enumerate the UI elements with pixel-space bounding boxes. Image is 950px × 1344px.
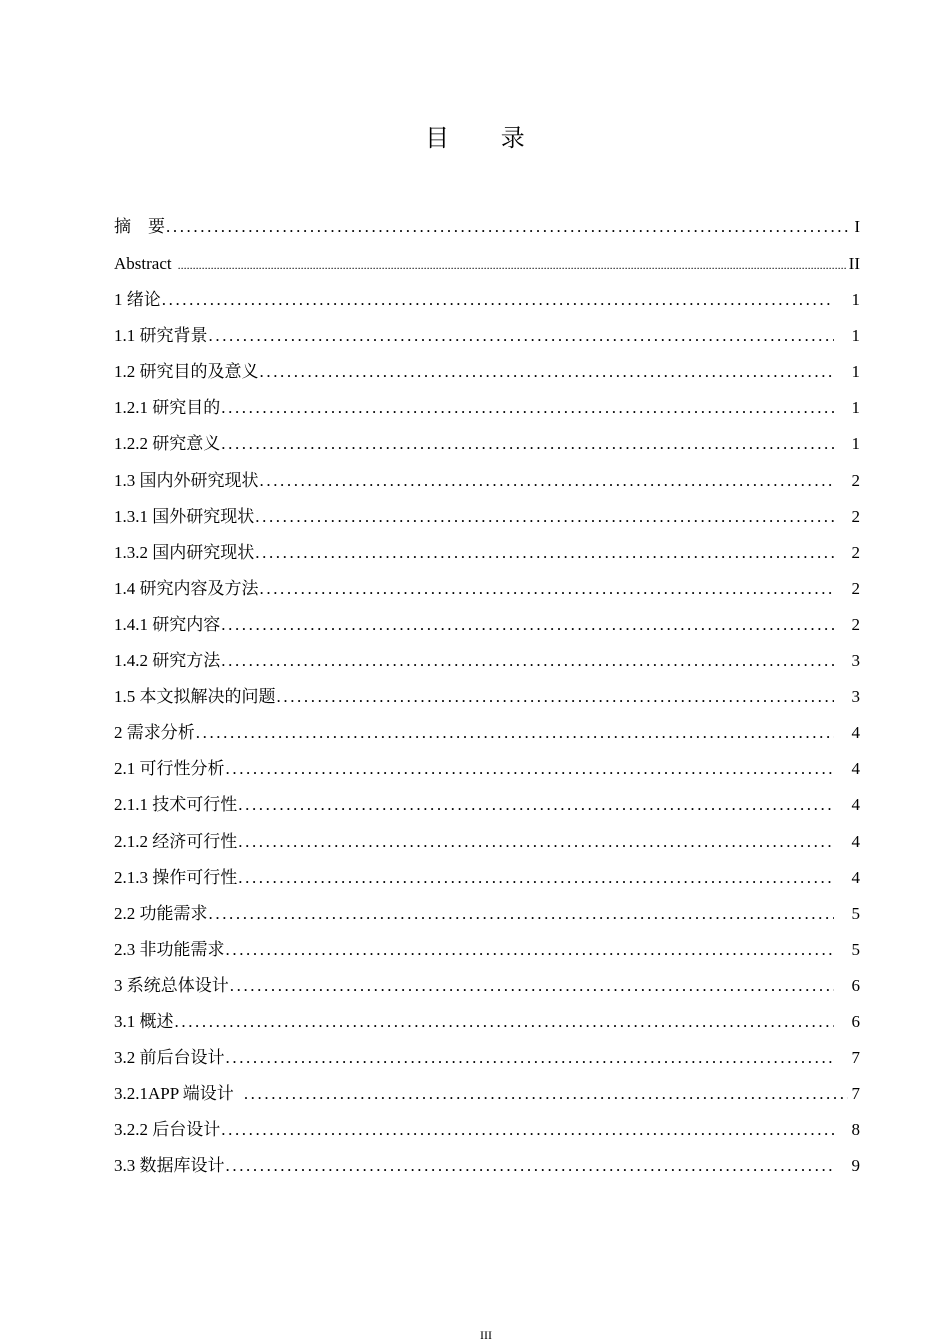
toc-entry-label: 1.4.2 研究方法: [114, 651, 221, 671]
toc-entry-page: 2: [851, 506, 860, 526]
toc-leader-dots: [260, 463, 835, 499]
toc-leader-dots: [277, 679, 835, 715]
toc-leader-dots: [209, 318, 835, 354]
toc-leader-dots: [166, 208, 848, 246]
toc-leader-dots: [196, 715, 834, 751]
toc-entry[interactable]: [114, 1112, 860, 1148]
toc-leader-dots: [255, 499, 834, 535]
page-number: III: [480, 1328, 492, 1342]
toc-entry-label: 2.1.2 经济可行性: [114, 831, 238, 851]
toc-leader-dots: [162, 282, 834, 318]
toc-entry-label: 1.1 研究背景: [114, 326, 208, 346]
toc-entry-page: 2: [851, 614, 860, 634]
toc-entry[interactable]: [114, 787, 860, 823]
toc-entry-label: 3 系统总体设计: [114, 975, 229, 995]
toc-entry-label: 1.2.1 研究目的: [114, 398, 221, 418]
toc-entry-page: 9: [851, 1156, 860, 1176]
toc-entry-label: Abstract: [114, 254, 172, 273]
toc-leader-dots: [244, 1076, 848, 1112]
toc-entry[interactable]: [114, 354, 860, 390]
toc-entry[interactable]: [114, 535, 860, 571]
toc-entry-label: 2.1 可行性分析: [114, 759, 225, 779]
toc-entry-label: 1.4 研究内容及方法: [114, 578, 259, 598]
toc-entry[interactable]: [114, 607, 860, 643]
toc-leader-dots: [175, 1004, 835, 1040]
toc-entry[interactable]: [114, 463, 860, 499]
toc-entry[interactable]: [114, 1004, 860, 1040]
toc-entry-page: 6: [851, 975, 860, 995]
toc-entry[interactable]: [114, 390, 860, 426]
toc-entry[interactable]: [114, 318, 860, 354]
toc-entry-page: 1: [851, 434, 860, 454]
toc-entry-label: 3.2.1APP 端设计: [114, 1084, 234, 1104]
toc-entry-page: I: [854, 217, 860, 236]
toc-entry-page: 4: [851, 831, 860, 851]
toc-entry-label: 1.5 本文拟解决的问题: [114, 687, 276, 707]
toc-entry-page: 5: [851, 903, 860, 923]
toc-entry-label: 3.2 前后台设计: [114, 1048, 225, 1068]
toc-leader-dots: [221, 426, 834, 462]
toc-leader-dots: [260, 571, 835, 607]
toc-leader-dots: [221, 607, 834, 643]
toc-entry-label: 2.1.3 操作可行性: [114, 867, 238, 887]
toc-leader-dots: [226, 1148, 835, 1184]
toc-entry-page: 7: [851, 1084, 860, 1104]
toc-entry[interactable]: [114, 932, 860, 968]
toc-entry-label: 2 需求分析: [114, 723, 195, 743]
toc-list: [114, 208, 860, 1184]
toc-leader-dots: [255, 535, 834, 571]
toc-entry-page: 4: [851, 867, 860, 887]
toc-entry-page: 3: [851, 651, 860, 671]
toc-entry-label: 2.2 功能需求: [114, 903, 208, 923]
toc-entry[interactable]: [114, 1148, 860, 1184]
toc-entry[interactable]: [114, 860, 860, 896]
toc-leader-dots: [226, 1040, 835, 1076]
toc-entry[interactable]: [114, 715, 860, 751]
toc-entry-label: 3.1 概述: [114, 1011, 174, 1031]
toc-entry-page: 1: [851, 290, 860, 310]
toc-entry[interactable]: [114, 499, 860, 535]
toc-entry-label: 1.4.1 研究内容: [114, 614, 221, 634]
toc-entry-page: 4: [851, 759, 860, 779]
toc-entry-abstract-en[interactable]: [114, 246, 860, 282]
toc-entry-label: 1.3.1 国外研究现状: [114, 506, 255, 526]
toc-title: 目 录: [425, 124, 547, 152]
toc-entry-page: 2: [851, 470, 860, 490]
toc-entry[interactable]: [114, 426, 860, 462]
toc-entry-label: 2.3 非功能需求: [114, 939, 225, 959]
toc-entry[interactable]: [114, 968, 860, 1004]
toc-entry[interactable]: [114, 571, 860, 607]
toc-leader-dots: [238, 824, 834, 860]
toc-entry[interactable]: [114, 679, 860, 715]
toc-entry-page: 2: [851, 542, 860, 562]
toc-leader-dots: [238, 787, 834, 823]
toc-entry-label: 1 绪论: [114, 290, 161, 310]
toc-entry-page: 6: [851, 1011, 860, 1031]
toc-entry[interactable]: [114, 1040, 860, 1076]
toc-entry-label: 1.3 国内外研究现状: [114, 470, 259, 490]
toc-entry-page: 4: [851, 723, 860, 743]
toc-entry-page: 3: [851, 687, 860, 707]
toc-entry[interactable]: [114, 643, 860, 679]
toc-entry-page: 8: [851, 1120, 860, 1140]
toc-entry-page: 1: [851, 326, 860, 346]
toc-entry-abstract-cn[interactable]: [114, 208, 860, 246]
toc-entry-page: 7: [851, 1048, 860, 1068]
toc-entry-label: 2.1.1 技术可行性: [114, 795, 238, 815]
toc-leader-dots: [221, 390, 834, 426]
toc-entry[interactable]: [114, 824, 860, 860]
toc-entry-page: 1: [851, 362, 860, 382]
toc-leader-dots: [209, 896, 835, 932]
toc-entry-page: 2: [851, 578, 860, 598]
toc-entry-page: 5: [851, 939, 860, 959]
toc-entry[interactable]: [114, 282, 860, 318]
toc-entry-label: 摘 要: [114, 217, 165, 236]
toc-leader-dots: [178, 247, 847, 283]
toc-entry-label: 3.2.2 后台设计: [114, 1120, 221, 1140]
toc-leader-dots: [226, 932, 835, 968]
toc-leader-dots: [221, 1112, 834, 1148]
toc-entry-label: 3.3 数据库设计: [114, 1156, 225, 1176]
toc-leader-dots: [226, 751, 835, 787]
toc-entry[interactable]: [114, 896, 860, 932]
toc-leader-dots: [230, 968, 834, 1004]
toc-entry-label: 1.2 研究目的及意义: [114, 362, 259, 382]
toc-entry[interactable]: [114, 1076, 860, 1112]
toc-entry-page: 1: [851, 398, 860, 418]
toc-entry[interactable]: [114, 751, 860, 787]
toc-leader-dots: [238, 860, 834, 896]
toc-leader-dots: [221, 643, 834, 679]
toc-entry-label: 1.2.2 研究意义: [114, 434, 221, 454]
toc-leader-dots: [260, 354, 835, 390]
toc-entry-label: 1.3.2 国内研究现状: [114, 542, 255, 562]
toc-entry-page: 4: [851, 795, 860, 815]
toc-entry-page: II: [848, 254, 860, 273]
